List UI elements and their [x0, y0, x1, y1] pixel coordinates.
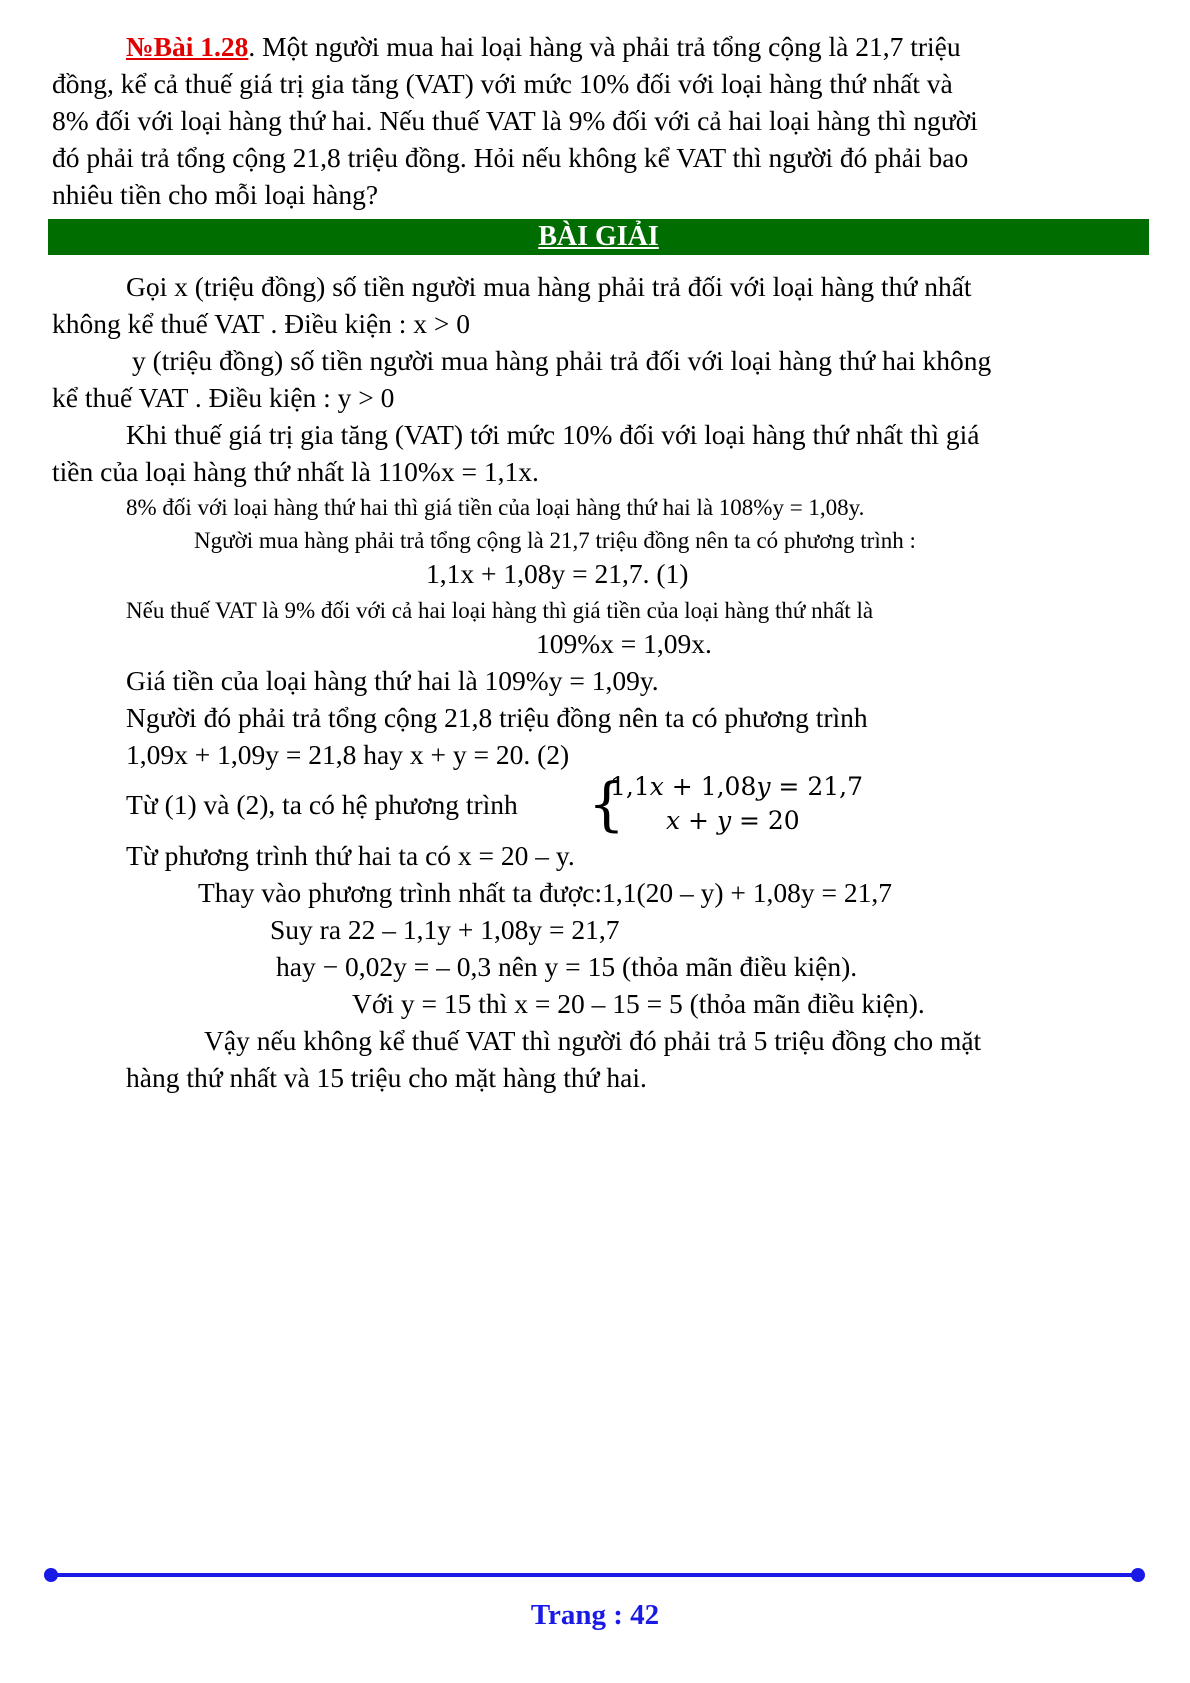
problem-line-3: 8% đối với loại hàng thứ hai. Nếu thuế VAT là 9% đối với cả hai loại hàng thì người [52, 105, 978, 136]
solution-line-10: Nếu thuế VAT là 9% đối với cả hai loại hàng thì giá tiền của loại hàng thứ nhất là [126, 598, 874, 623]
solution-line-20: Với y = 15 thì x = 20 – 15 = 5 (thỏa mãn điều kiện). [352, 988, 925, 1019]
solution-line-6: tiền của loại hàng thứ nhất là 110%x = 1,1x. [52, 456, 539, 487]
solution-line-21: Vậy nếu không kể thuế VAT thì người đó phải trả 5 triệu đồng cho mặt [204, 1025, 982, 1056]
solution-line-2: không kể thuế VAT . Điều kiện : x > 0 [52, 308, 471, 339]
solution-line-1: Gọi x (triệu đồng) số tiền người mua hàng phải trả đối với loại hàng thứ nhất [126, 271, 972, 302]
system-equation-1: 1,1𝑥 + 1,08𝑦 = 21,7 [610, 772, 863, 801]
solution-line-22: hàng thứ nhất và 15 triệu cho mặt hàng thứ hai. [126, 1062, 647, 1093]
solution-line-15: Từ (1) và (2), ta có hệ phương trình [126, 789, 518, 820]
equation-1: 1,1x + 1,08y = 21,7. (1) [426, 558, 689, 589]
problem-line-2: đồng, kể cả thuế giá trị gia tăng (VAT) với mức 10% đối với loại hàng thứ nhất và [52, 68, 953, 99]
equation-system [588, 769, 908, 839]
solution-line-16: Từ phương trình thứ hai ta có x = 20 – y. [126, 840, 575, 871]
solution-line-11: 109%x = 1,09x. [536, 628, 712, 659]
problem-line-1 [126, 30, 961, 64]
solution-line-4: kể thuế VAT . Điều kiện : y > 0 [52, 382, 395, 413]
solution-line-5: Khi thuế giá trị gia tăng (VAT) tới mức 10% đối với loại hàng thứ nhất thì giá [126, 419, 980, 450]
footer-divider-left-dot [44, 1568, 58, 1582]
problem-label: №Bài 1.28 [126, 31, 249, 62]
problem-line-5: nhiêu tiền cho mỗi loại hàng? [52, 179, 379, 210]
footer-divider [44, 1571, 1145, 1579]
solution-line-19: hay − 0,02y = – 0,3 nên y = 15 (thỏa mãn điều kiện). [276, 951, 858, 982]
solution-line-18: Suy ra 22 – 1,1y + 1,08y = 21,7 [270, 914, 620, 945]
solution-line-13: Người đó phải trả tổng cộng 21,8 triệu đồng nên ta có phương trình [126, 702, 868, 733]
equation-2: 1,09x + 1,09y = 21,8 hay x + y = 20. (2) [126, 739, 570, 770]
problem-line-4: đó phải trả tổng cộng 21,8 triệu đồng. Hỏi nếu không kể VAT thì người đó phải bao [52, 142, 969, 173]
solution-line-12: Giá tiền của loại hàng thứ hai là 109%y = 1,09y. [126, 665, 659, 696]
solution-banner-title: BÀI GIẢI [538, 221, 659, 252]
page-number: Trang : 42 [530, 1599, 660, 1631]
solution-line-8: Người mua hàng phải trả tổng cộng là 21,7 triệu đồng nên ta có phương trình : [194, 528, 916, 553]
solution-line-3: y (triệu đồng) số tiền người mua hàng phải trả đối với loại hàng thứ hai không [132, 345, 992, 376]
problem-line-1-text: . Một người mua hai loại hàng và phải trả tổng cộng là 21,7 triệu [248, 31, 961, 62]
footer-divider-line [50, 1573, 1139, 1577]
brace-symbol: { [588, 770, 625, 838]
solution-line-7: 8% đối với loại hàng thứ hai thì giá tiền của loại hàng thứ hai là 108%y = 1,08y. [126, 495, 865, 520]
system-equation-2: 𝑥 + 𝑦 = 20 [666, 806, 800, 835]
solution-line-17: Thay vào phương trình nhất ta được:1,1(20 – y) + 1,08y = 21,7 [198, 877, 893, 908]
solution-banner [48, 219, 1149, 255]
footer-divider-right-dot [1131, 1568, 1145, 1582]
